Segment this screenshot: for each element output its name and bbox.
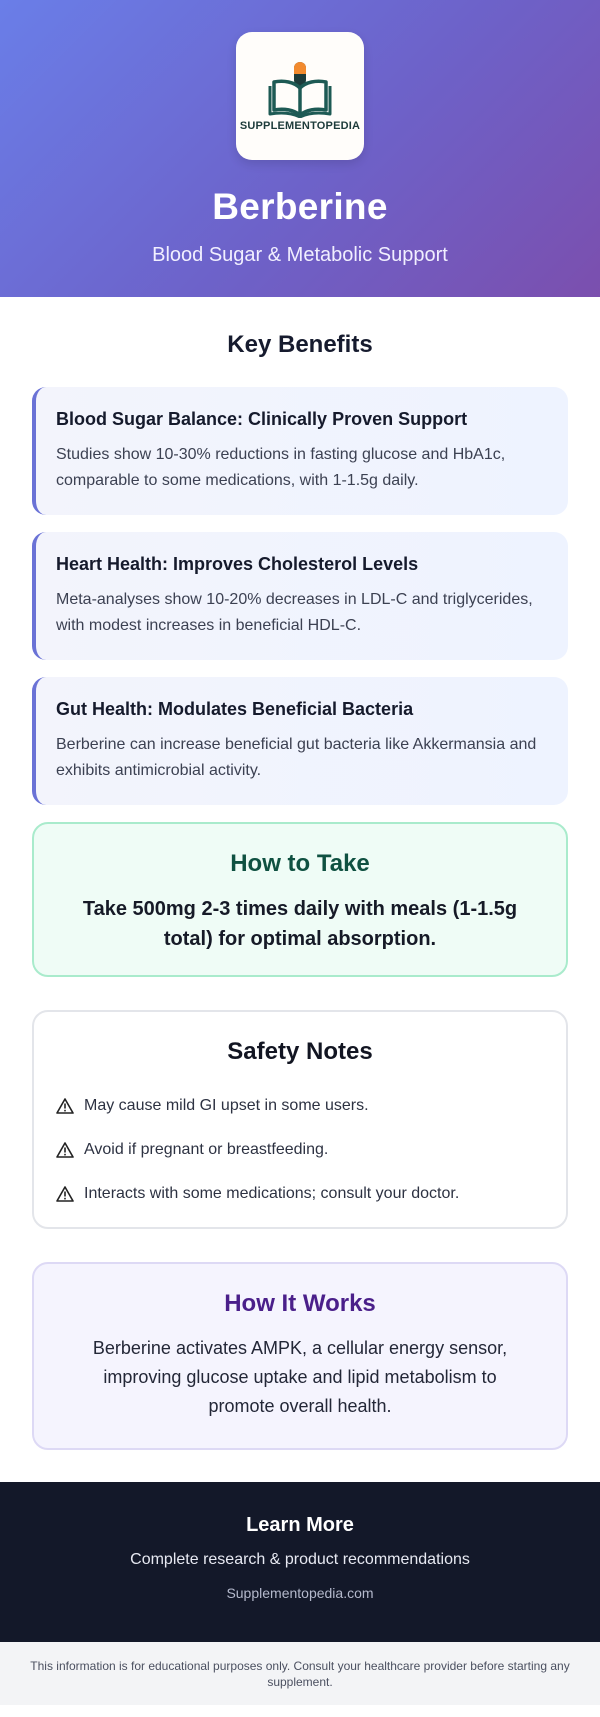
hero-header	[0, 0, 600, 297]
benefit-card	[32, 387, 568, 515]
page-subtitle: Blood Sugar & Metabolic Support	[152, 244, 448, 266]
benefit-title: Heart Health: Improves Cholesterol Levels	[56, 554, 419, 574]
page-title: Berberine	[212, 186, 388, 227]
footer-subtitle: Complete research & product recommendations	[130, 1551, 470, 1568]
how-it-works-card	[32, 1262, 568, 1450]
warning-icon	[56, 1098, 74, 1114]
list-item	[56, 1172, 544, 1216]
benefit-title: Blood Sugar Balance: Clinically Proven Support	[56, 409, 468, 429]
benefit-text: Berberine can increase beneficial gut bacteria like Akkermansia and exhibits antimicrobial activity.	[56, 736, 537, 779]
safety-notes-title: Safety Notes	[227, 1038, 373, 1065]
safety-note-text: Interacts with some medications; consult your doctor.	[84, 1185, 460, 1202]
key-benefits-title: Key Benefits	[227, 331, 373, 358]
safety-note-text: Avoid if pregnant or breastfeeding.	[84, 1141, 329, 1158]
safety-note-text: May cause mild GI upset in some users.	[84, 1097, 369, 1114]
how-to-take-text: Take 500mg 2-3 times daily with meals (1-1.5g total) for optimal absorption.	[82, 898, 518, 950]
warning-icon	[56, 1142, 74, 1158]
benefit-card	[32, 677, 568, 805]
how-it-works-title: How It Works	[224, 1290, 376, 1317]
warning-icon	[56, 1186, 74, 1202]
book-with-capsule-icon	[268, 60, 332, 118]
benefit-text: Studies show 10-30% reductions in fasting glucose and HbA1c, comparable to some medications, with 1-1.5g daily.	[56, 446, 506, 489]
benefit-text: Meta-analyses show 10-20% decreases in LDL-C and triglycerides, with modest increases in beneficial HDL-C.	[56, 591, 533, 634]
website-link[interactable]: Supplementopedia.com	[226, 1585, 374, 1601]
disclaimer: This information is for educational purposes only. Consult your healthcare provider before starting any supplement.	[0, 1642, 600, 1705]
list-item	[56, 1128, 544, 1172]
safety-notes-card	[32, 1010, 568, 1229]
key-benefits-section	[0, 331, 600, 805]
brand-logo	[236, 32, 364, 160]
footer	[0, 1482, 600, 1642]
footer-title: Learn More	[246, 1514, 354, 1536]
benefit-card	[32, 532, 568, 660]
how-to-take-card	[32, 822, 568, 977]
benefit-title: Gut Health: Modulates Beneficial Bacteria	[56, 699, 414, 719]
list-item	[56, 1084, 544, 1128]
how-to-take-title: How to Take	[230, 850, 370, 877]
logo-text: SUPPLEMENTOPEDIA	[239, 120, 361, 132]
how-it-works-text: Berberine activates AMPK, a cellular energy sensor, improving glucose uptake and lipid metabolism to promote overall health.	[92, 1338, 508, 1416]
safety-list	[34, 1066, 566, 1216]
